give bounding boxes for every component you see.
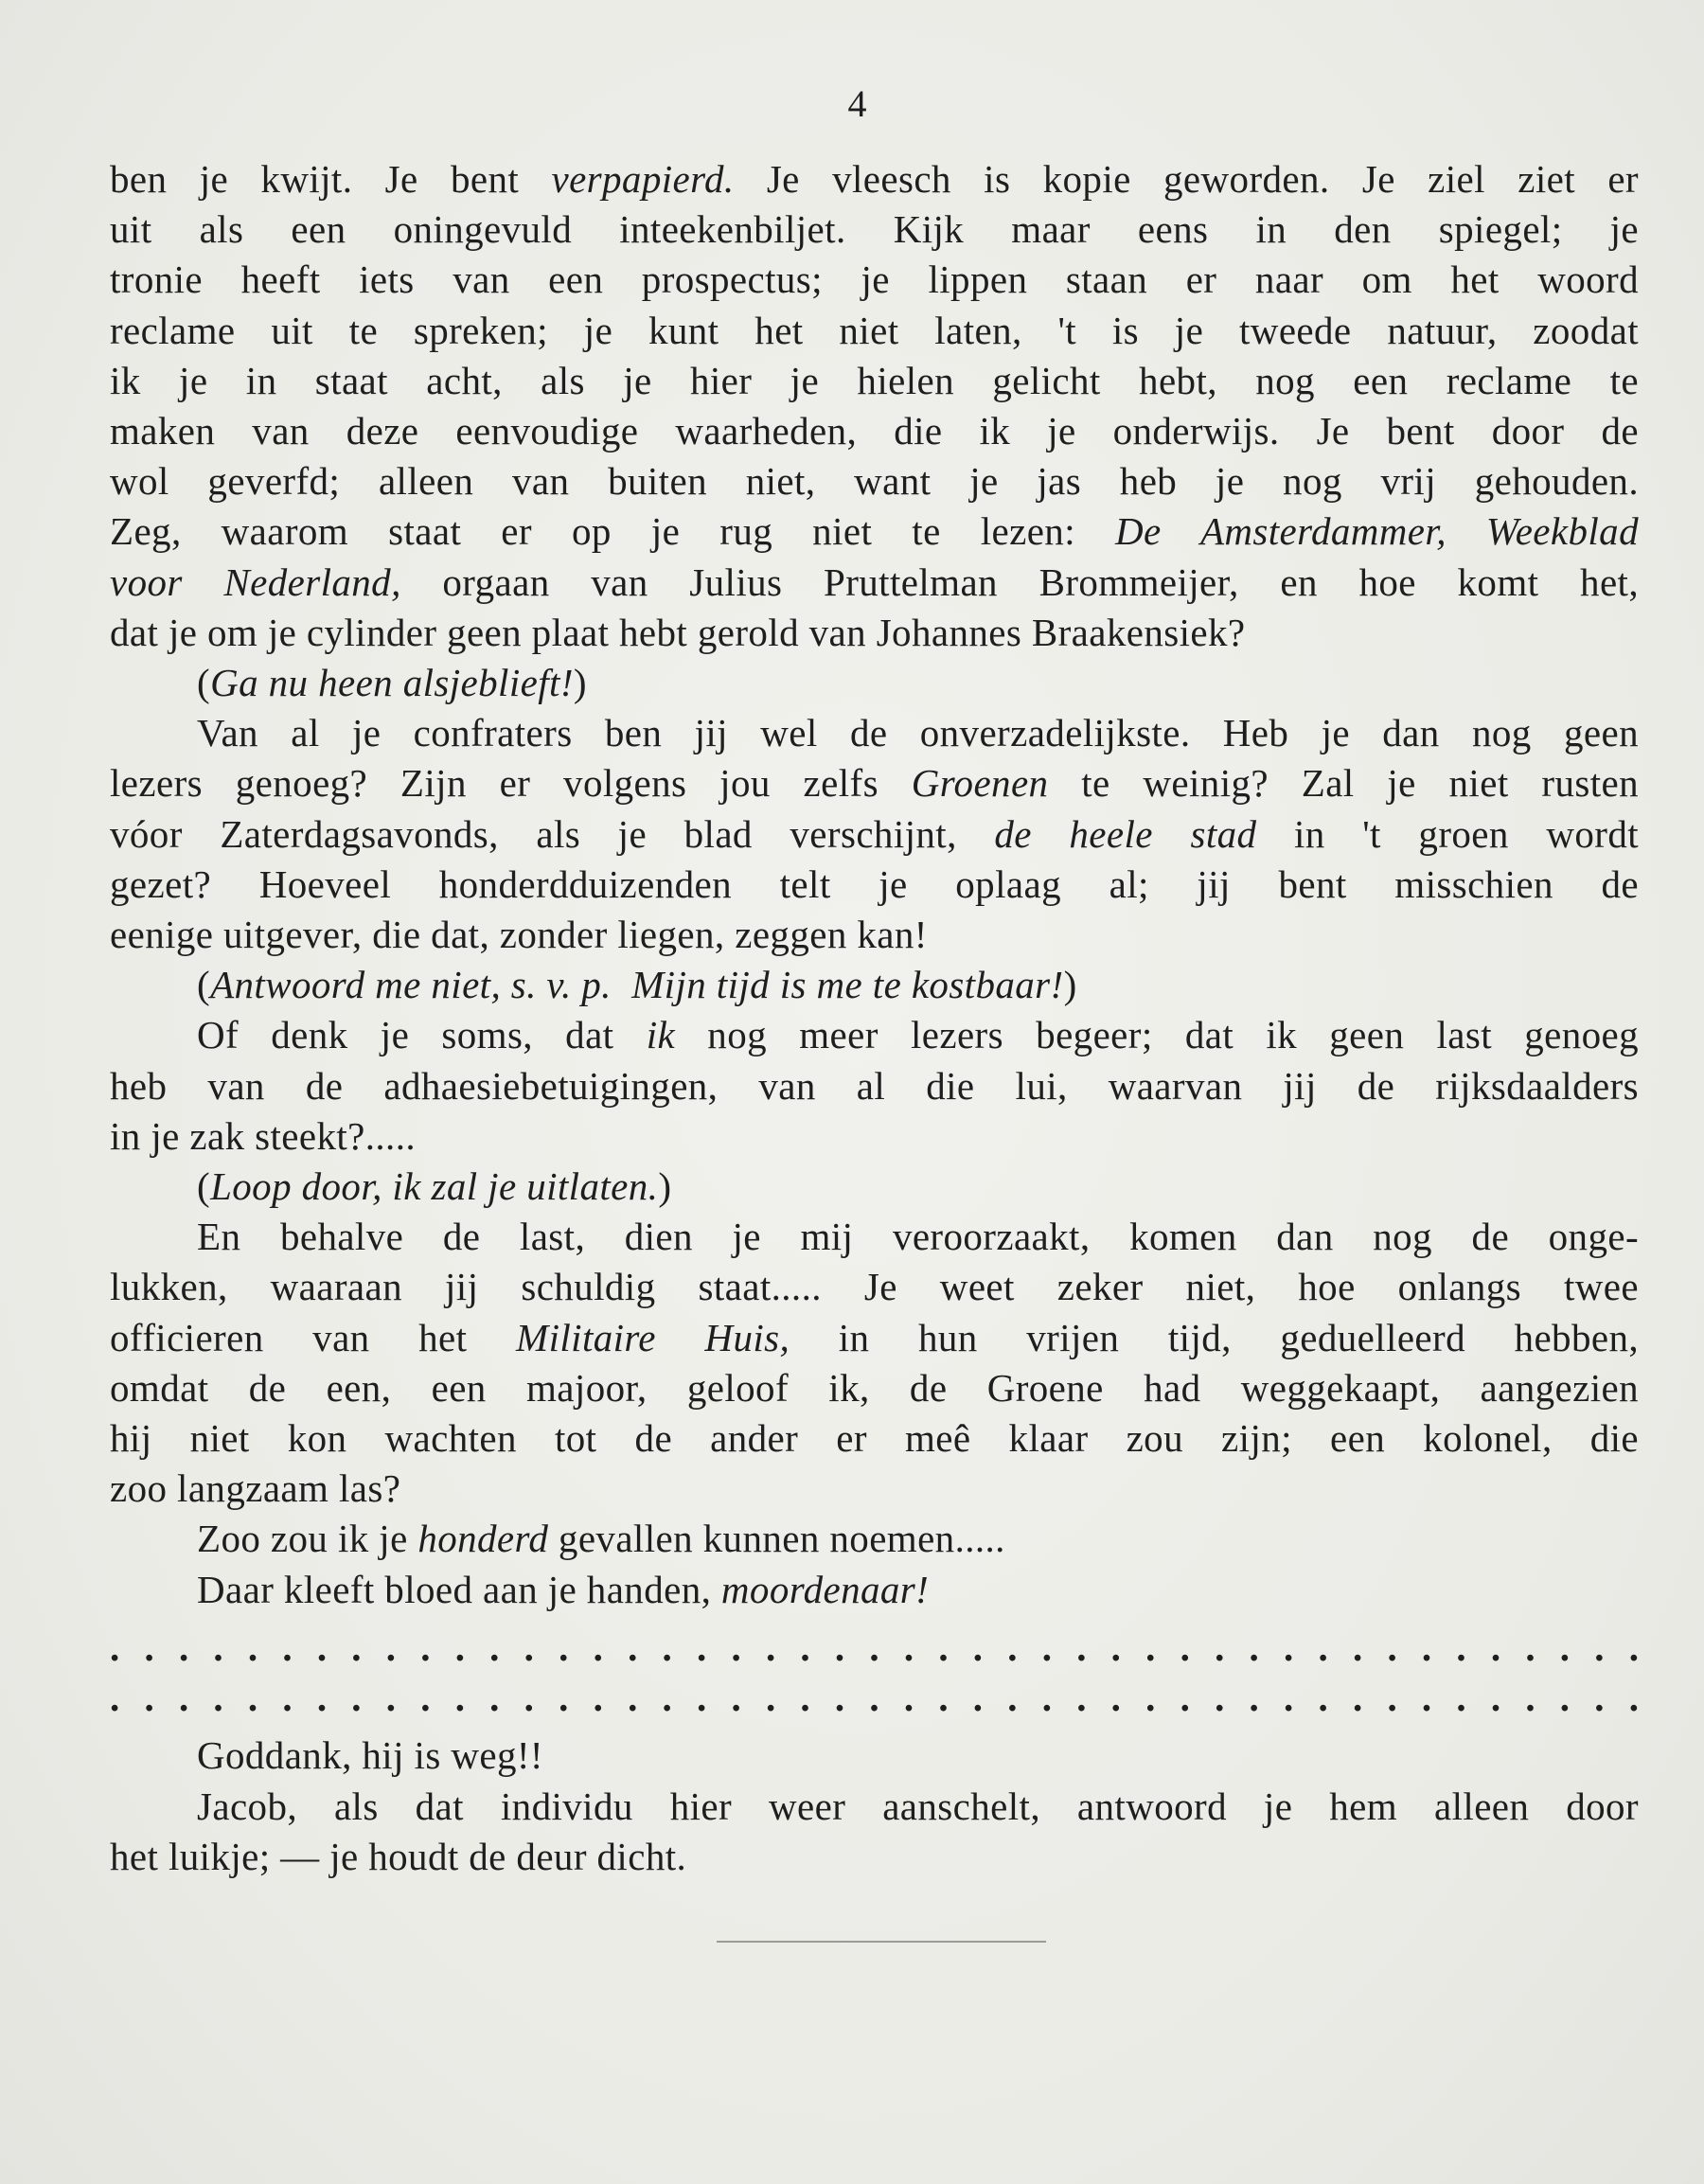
text-line: officieren van het Militaire Huis, in hun vrijen tijd, geduelleerd hebben, xyxy=(110,1315,1640,1359)
text-line: gezet? Hoeveel honderdduizenden telt je oplaag al; jij bent misschien de xyxy=(110,861,1639,906)
text-line: wol geverfd; alleen van buiten niet, want je jas heb je nog vrij gehouden. xyxy=(110,459,1639,504)
text-line: dat je om je cylinder geen plaat hebt gerold van Johannes Braakensiek? xyxy=(110,610,1246,654)
paragraph-5: Zoo zou ik je honderd gevallen kunnen noemen..... xyxy=(197,1517,1005,1561)
paragraph-8 xyxy=(110,1782,1639,1882)
spacer xyxy=(110,1723,1639,1731)
text-line: ben je kwijt. Je bent verpapierd. Je vleesch is kopie geworden. Je ziel ziet er xyxy=(110,157,1639,201)
ellipsis-row: . . . . . . . . . . . . . . . . . . . . . . . . . . . . . . . . . . . . . . . . . . . . . xyxy=(110,1676,1639,1720)
text-line: ik je in staat acht, als je hier je hielen gelicht hebt, nog een reclame te xyxy=(110,358,1639,402)
spacer xyxy=(110,1615,1639,1623)
ellipsis-row: . . . . . . . . . . . . . . . . . . . . . . . . . . . . . . . . . . . . . . . . . . . . . xyxy=(110,1625,1639,1669)
stage-direction: (Loop door, ik zal je uitlaten.) xyxy=(197,1164,672,1209)
paragraph-2 xyxy=(110,708,1639,960)
text-line: Zeg, waarom staat er op je rug niet te lezen: De Amsterdammer, Weekblad xyxy=(110,509,1639,554)
text-line: Of denk je soms, dat ik nog meer lezers begeer; dat ik geen last genoeg xyxy=(197,1013,1640,1057)
text-line: voor Nederland, orgaan van Julius Pruttelman Brommeijer, en hoe komt het, xyxy=(110,559,1639,604)
text-line: En behalve de last, dien je mij veroorzaakt, komen dan nog de onge- xyxy=(197,1215,1639,1259)
stage-direction: (Antwoord me niet, s. v. p. Mijn tijd is me te kostbaar!) xyxy=(197,963,1077,1007)
text-line: vóor Zaterdagsavonds, als je blad verschijnt, de heele stad in 't groen wordt xyxy=(110,811,1640,856)
text-line: tronie heeft iets van een prospectus; je lippen staan er naar om het woord xyxy=(110,257,1639,302)
text-line: Van al je confraters ben jij wel de onverzadelijkste. Heb je dan nog geen xyxy=(197,711,1639,755)
paragraph-1 xyxy=(110,154,1639,658)
text-line: maken van deze eenvoudige waarheden, die ik je onderwijs. Je bent door de xyxy=(110,409,1639,453)
text-line: eenige uitgever, die dat, zonder liegen, zeggen kan! xyxy=(110,913,928,957)
text-line: reclame uit te spreken; je kunt het niet laten, 't is je tweede natuur, zoodat xyxy=(110,308,1639,352)
text-line: het luikje; — je houdt de deur dicht. xyxy=(110,1834,687,1878)
end-rule xyxy=(717,1941,1046,1943)
text-line: lezers genoeg? Zijn er volgens jou zelfs Groenen te weinig? Zal je niet rusten xyxy=(110,761,1639,806)
text-line: Jacob, als dat individu hier weer aanschelt, antwoord je hem alleen door xyxy=(197,1784,1639,1828)
text-line: hij niet kon wachten tot de ander er meê klaar zou zijn; een kolonel, die xyxy=(110,1416,1639,1461)
text-line: heb van de adhaesiebetuigingen, van al die lui, waarvan jij de rijksdaalders xyxy=(110,1063,1639,1108)
paragraph-7: Goddank, hij is weg!! xyxy=(197,1733,543,1778)
text-line: in je zak steekt?..... xyxy=(110,1113,417,1158)
paragraph-4 xyxy=(110,1212,1639,1514)
body-text xyxy=(110,154,1639,1882)
paragraph-3 xyxy=(110,1010,1639,1162)
text-line: uit als een oningevuld inteekenbiljet. Kijk maar eens in den spiegel; je xyxy=(110,207,1639,252)
text-line: lukken, waaraan jij schuldig staat..... Je weet zeker niet, hoe onlangs twee xyxy=(110,1265,1639,1309)
paragraph-6: Daar kleeft bloed aan je handen, moordenaar! xyxy=(197,1567,930,1611)
text-line: omdat de een, een majoor, geloof ik, de Groene had weggekaapt, aangezien xyxy=(110,1365,1639,1410)
stage-direction: (Ga nu heen alsjeblieft!) xyxy=(197,661,587,705)
page-number: 4 xyxy=(847,82,868,125)
text-line: zoo langzaam las? xyxy=(110,1466,401,1511)
